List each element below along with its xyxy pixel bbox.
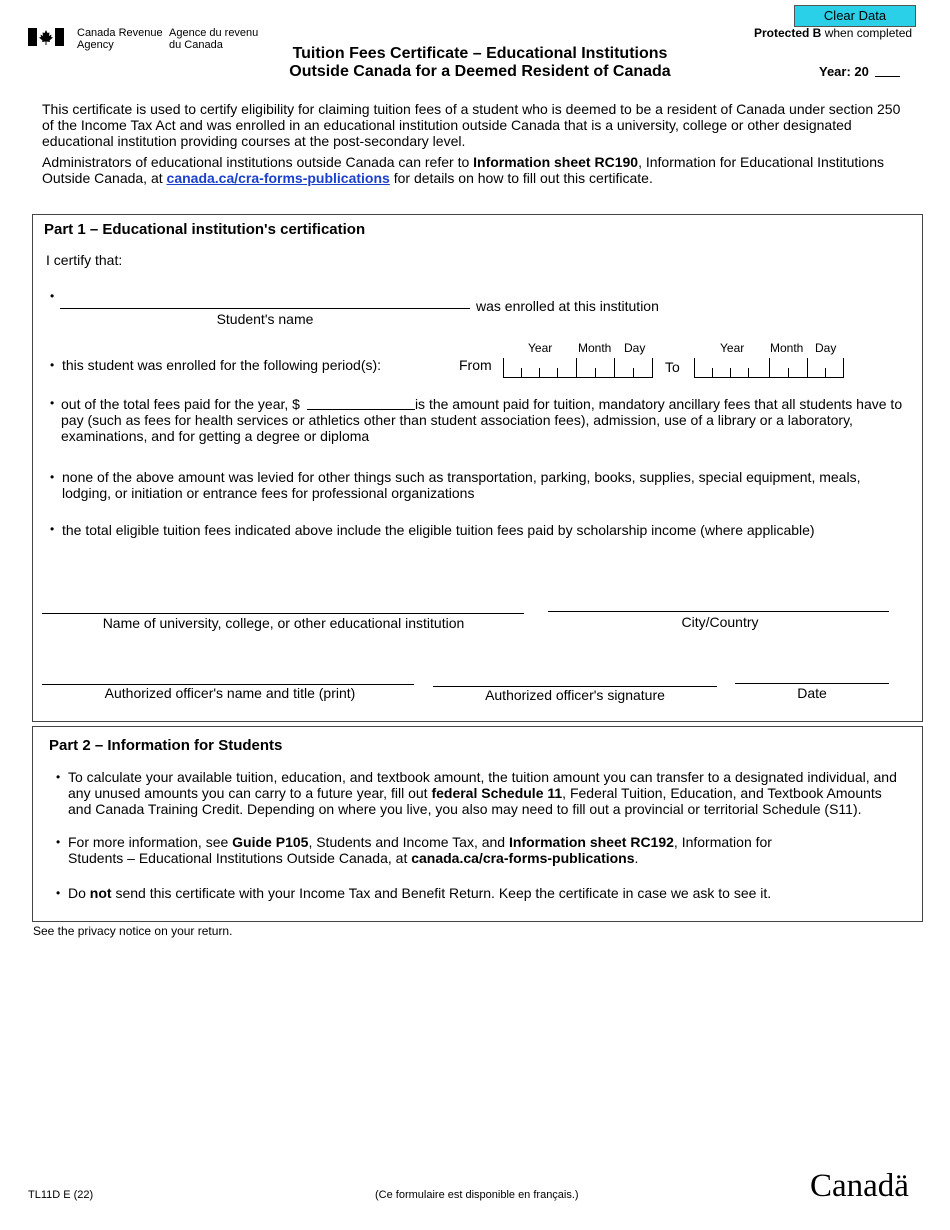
protected-b-rest: when completed bbox=[821, 26, 913, 40]
student-name-label: Student's name bbox=[216, 311, 314, 327]
institution-name-input[interactable] bbox=[42, 613, 524, 614]
bullet-icon: • bbox=[50, 358, 55, 372]
period-text: this student was enrolled for the following period(s): bbox=[62, 357, 382, 373]
french-availability: (Ce formulaire est disponible en français.) bbox=[375, 1189, 579, 1201]
part2-b3-text-a: Do bbox=[68, 885, 90, 901]
intro-admin-text-d: for details on how to fill out this certificate. bbox=[389, 170, 653, 186]
scholarship-text: the total eligible tuition fees indicated above include the eligible tuition fees paid by scholarship income (where applicable) bbox=[62, 522, 815, 538]
cra-forms-ref: canada.ca/cra-forms-publications bbox=[411, 850, 635, 866]
part1-section bbox=[32, 214, 923, 722]
date-input[interactable] bbox=[735, 683, 889, 684]
guide-p105-ref: Guide P105 bbox=[232, 834, 309, 850]
from-date-field[interactable] bbox=[503, 358, 653, 378]
intro-paragraph: This certificate is used to certify eligibility for claiming tuition fees of a student who is deemed to be a resident of Canada under section 250 of the Income Tax Act and was enrolled in an educational institution outside Canada that is a university, college or other designated educational institution providing courses at the post-secondary level. bbox=[42, 101, 901, 149]
agency-name-en bbox=[77, 27, 163, 51]
part2-b3-text-c: send this certificate with your Income Tax and Benefit Return. Keep the certificate in case we ask to see it. bbox=[111, 885, 772, 901]
cra-forms-link[interactable]: canada.ca/cra-forms-publications bbox=[166, 170, 390, 186]
fees-text-a: out of the total fees paid for the year, $ bbox=[61, 396, 300, 412]
intro-admin-text-c: , Information for Educational Institutions Outside Canada, at bbox=[42, 154, 884, 186]
clear-data-button[interactable]: Clear Data bbox=[794, 5, 916, 27]
agency-fr-line-1: Agence du revenu bbox=[169, 27, 259, 39]
agency-fr-line-2: du Canada bbox=[169, 39, 223, 51]
to-month-header: Month bbox=[770, 341, 804, 355]
part2-b1-text-a: To calculate your available tuition, education, and textbook amount, the tuition amount you can transfer to a designated individual, and any unused amounts you can carry to a future year, fill out bbox=[68, 769, 897, 801]
none-levied-text: none of the above amount was levied for other things such as transportation, parking, books, supplies, special equipment, meals, lodging, or initiation or entrance fees for professional organizations bbox=[62, 469, 861, 501]
city-country-input[interactable] bbox=[548, 611, 889, 612]
bullet-icon: • bbox=[56, 886, 61, 900]
fees-text bbox=[61, 396, 911, 444]
to-day-header: Day bbox=[815, 341, 837, 355]
bullet-icon: • bbox=[50, 289, 55, 303]
form-title-line-2: Outside Canada for a Deemed Resident of Canada bbox=[289, 63, 671, 80]
from-year-header: Year bbox=[528, 341, 553, 355]
intro-admin-paragraph bbox=[42, 154, 912, 186]
protected-b-label: Protected B bbox=[754, 26, 822, 40]
part2-title: Part 2 – Information for Students bbox=[49, 737, 283, 754]
part2-b2-text-e: , Information for Students – Educational Institutions Outside Canada, at bbox=[68, 834, 772, 866]
bullet-icon: • bbox=[56, 770, 61, 784]
part2-b2-text-g: . bbox=[634, 850, 639, 866]
student-name-input[interactable] bbox=[60, 308, 470, 309]
rc192-ref: Information sheet RC192 bbox=[508, 834, 674, 850]
protected-b-notice bbox=[754, 26, 912, 40]
fees-text-b: is the amount paid for tuition, mandatory ancillary fees that all students have to pay (such as fees for health services or athletics other than student association fees), admission, use of a library or a laboratory, examinations, and for getting a degree or diploma bbox=[61, 396, 903, 444]
part2-b1-text-c: , Federal Tuition, Education, and Textbook Amounts and Canada Training Credit. Depending on where you live, you also may need to fill out a provincial or territorial Schedule (S11). bbox=[68, 785, 882, 817]
year-label: Year: 20 bbox=[819, 64, 869, 79]
part2-bullet-schedule11 bbox=[68, 769, 908, 817]
intro-admin-text-a: Administrators of educational institutions outside Canada can refer to bbox=[42, 154, 474, 170]
part1-title: Part 1 – Educational institution's certification bbox=[44, 221, 366, 238]
institution-name-label: Name of university, college, or other educational institution bbox=[102, 615, 465, 631]
part2-bullet-donot bbox=[68, 885, 908, 901]
canada-wordmark: Canadä bbox=[810, 1168, 909, 1204]
enrolled-text: was enrolled at this institution bbox=[476, 298, 659, 314]
agency-en-line-2: Agency bbox=[77, 39, 114, 51]
part2-bullet-guides bbox=[68, 834, 828, 866]
bullet-icon: • bbox=[56, 835, 61, 849]
agency-en-line-1: Canada Revenue bbox=[77, 27, 163, 39]
date-label: Date bbox=[797, 685, 827, 701]
form-title-line-1: Tuition Fees Certificate – Educational Institutions bbox=[292, 45, 668, 62]
from-month-header: Month bbox=[578, 341, 612, 355]
to-label: To bbox=[665, 359, 680, 375]
city-country-label: City/Country bbox=[681, 614, 759, 630]
bullet-icon: • bbox=[50, 396, 55, 410]
from-label: From bbox=[459, 357, 492, 373]
to-year-header: Year bbox=[720, 341, 745, 355]
privacy-notice: See the privacy notice on your return. bbox=[33, 924, 233, 938]
officer-signature-label: Authorized officer's signature bbox=[485, 687, 665, 703]
bullet-icon: • bbox=[50, 522, 55, 536]
part2-b2-text-c: , Students and Income Tax, and bbox=[308, 834, 509, 850]
intro-rc190-ref: Information sheet RC190 bbox=[473, 154, 639, 170]
year-input[interactable] bbox=[875, 76, 900, 77]
form-code: TL11D E (22) bbox=[28, 1189, 94, 1201]
schedule-11-ref: federal Schedule 11 bbox=[431, 785, 563, 801]
officer-name-label: Authorized officer's name and title (print) bbox=[104, 685, 356, 701]
canada-flag-icon bbox=[28, 28, 64, 46]
certify-text: I certify that: bbox=[46, 252, 123, 268]
not-emphasis: not bbox=[89, 885, 112, 901]
from-day-header: Day bbox=[624, 341, 646, 355]
to-date-field[interactable] bbox=[694, 358, 844, 378]
bullet-icon: • bbox=[50, 470, 55, 484]
part2-b2-text-a: For more information, see bbox=[68, 834, 233, 850]
form-title bbox=[230, 45, 730, 81]
